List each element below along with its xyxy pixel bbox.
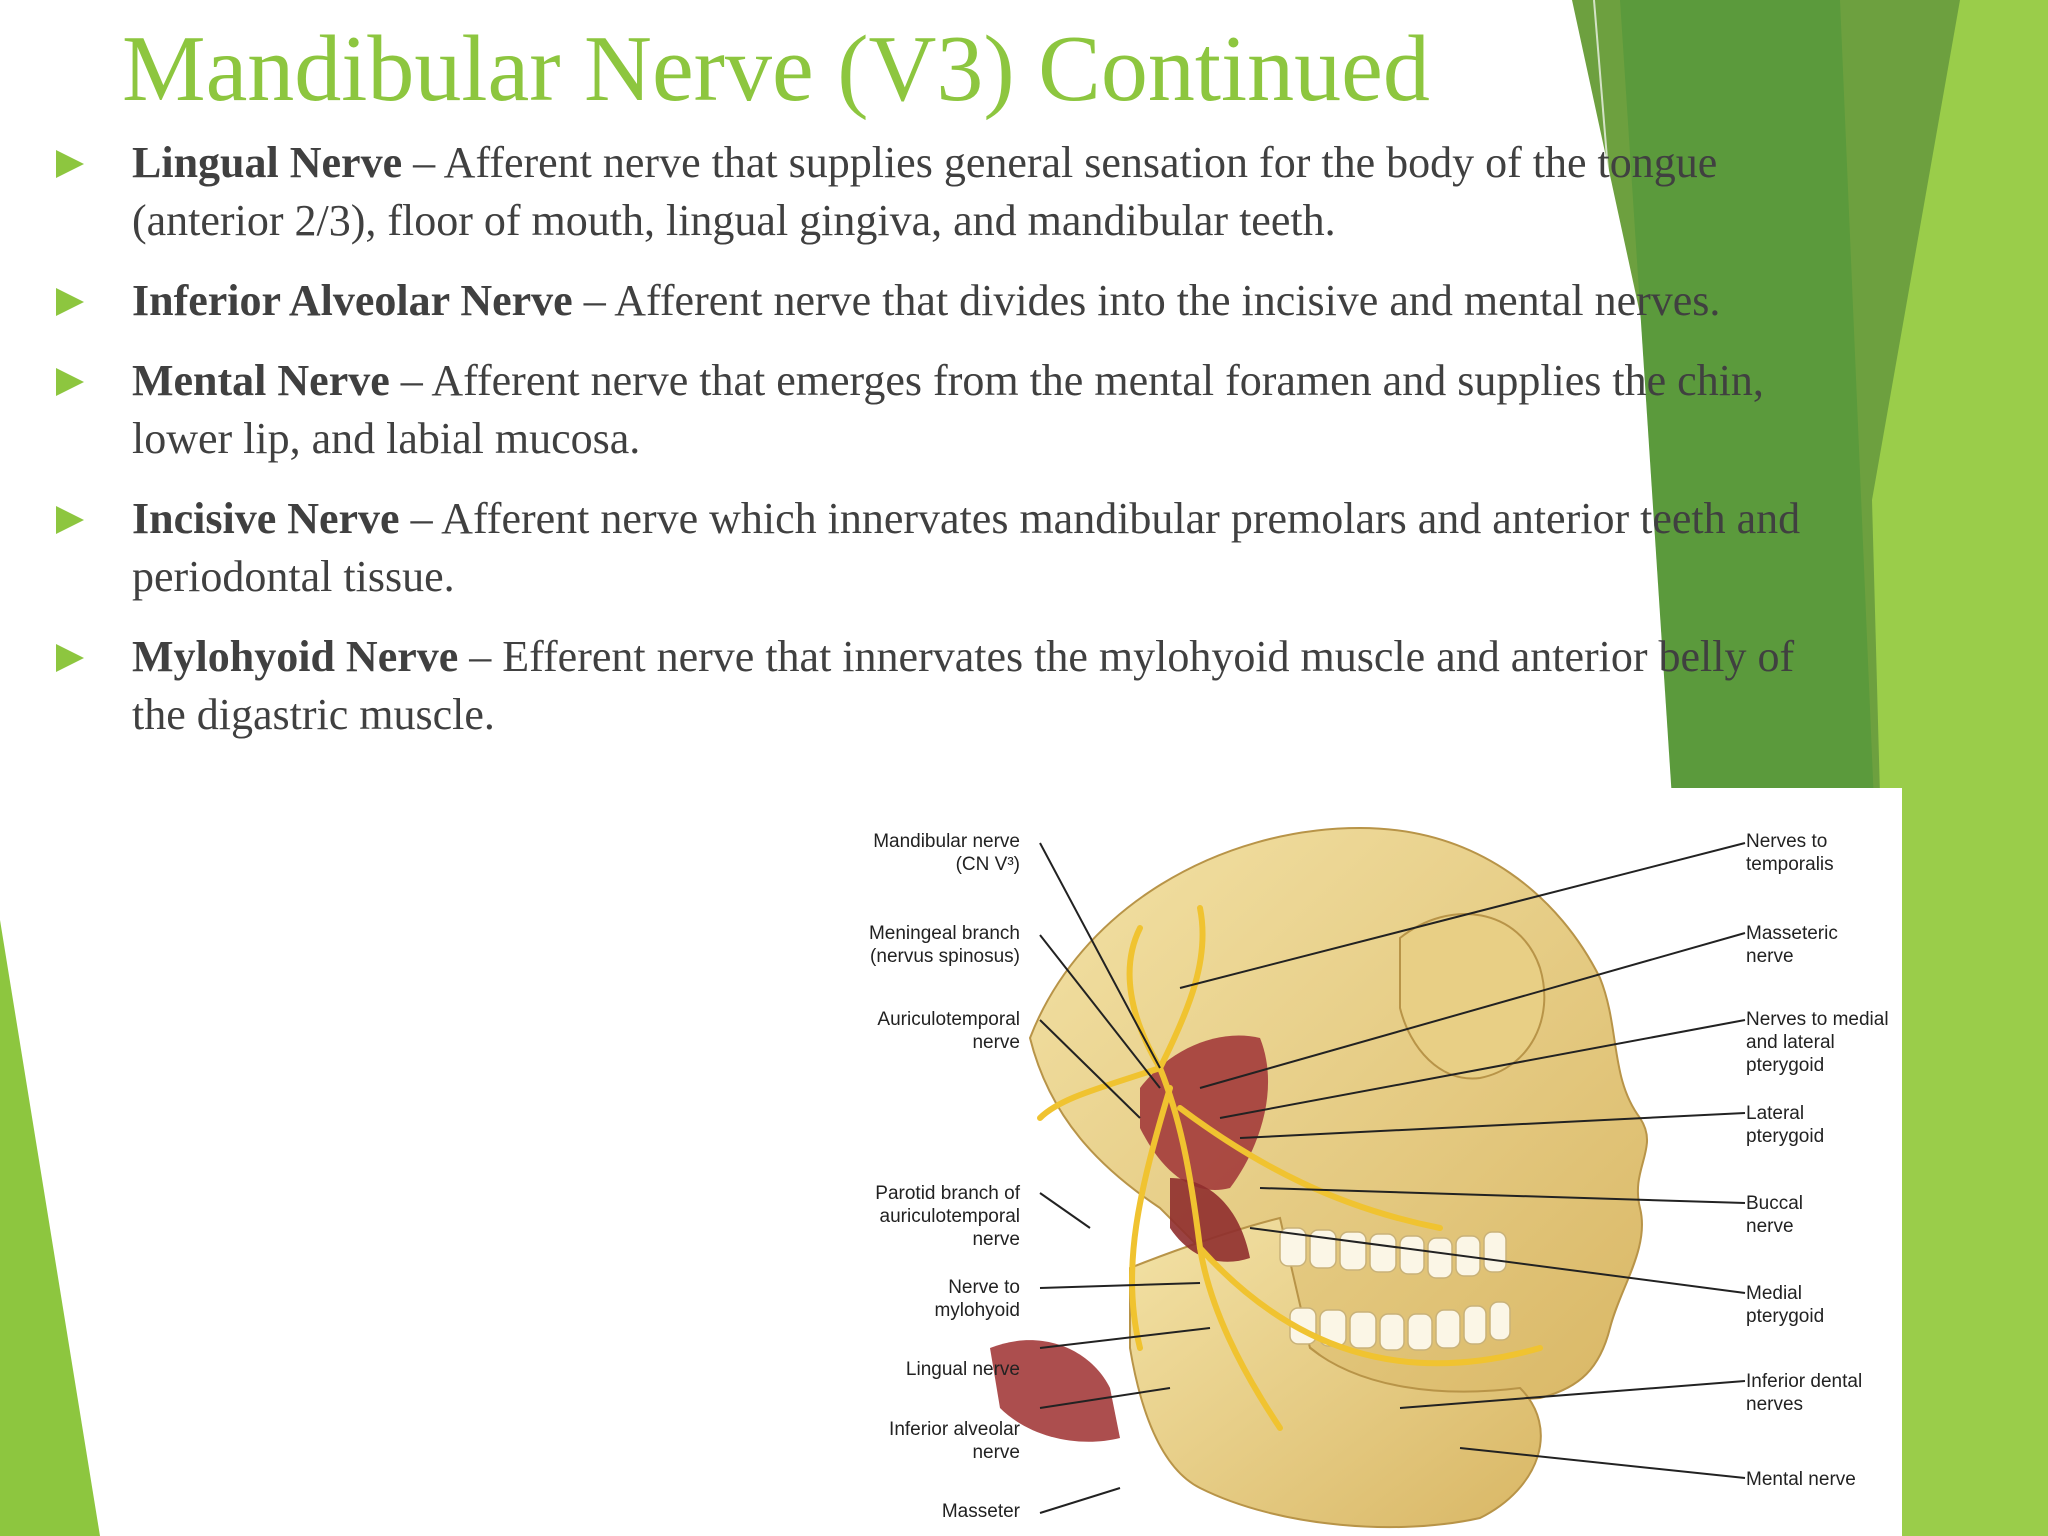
label-nerves-to-pterygoid: Nerves to medial and lateral pterygoid <box>1746 1009 1889 1076</box>
bullet-arrow-icon <box>56 150 84 178</box>
bullet-lingual-nerve <box>56 134 1856 250</box>
label-mental-nerve: Mental nerve <box>1746 1469 1856 1490</box>
label-inferior-dental-nerves: Inferior dental nerves <box>1746 1371 1863 1415</box>
bullet-text: – Afferent nerve that divides into the incisive and mental nerves. <box>572 276 1721 325</box>
bullet-text: – Afferent nerve that emerges from the mental foramen and supplies the chin, lower lip, and labial mucosa. <box>132 356 1764 463</box>
label-buccal-nerve: Buccal nerve <box>1746 1193 1804 1237</box>
label-nerve-to-mylohyoid: Nerve to mylohyoid <box>934 1277 1020 1321</box>
label-nerves-to-temporalis: Nerves to temporalis <box>1746 831 1834 875</box>
bullet-term: Lingual Nerve <box>132 138 403 187</box>
anatomy-figure <box>840 788 1902 1536</box>
label-lateral-pterygoid: Lateral pterygoid <box>1746 1103 1825 1147</box>
bullet-text: – Afferent nerve that supplies general sensation for the body of the tongue (anterior 2/3), floor of mouth, lingual gingiva, and mandibular teeth. <box>132 138 1718 245</box>
slide-title: Mandibular Nerve (V3) Continued <box>122 17 1430 121</box>
label-masseter: Masseter <box>941 1501 1020 1522</box>
label-parotid-branch: Parotid branch of auriculotemporal nerve <box>875 1183 1020 1250</box>
bullet-inferior-alveolar-nerve <box>56 272 1856 330</box>
bullet-arrow-icon <box>56 506 84 534</box>
bullet-mental-nerve <box>56 352 1856 468</box>
bullet-arrow-icon <box>56 288 84 316</box>
label-masseteric-nerve: Masseteric nerve <box>1746 923 1838 967</box>
label-medial-pterygoid: Medial pterygoid <box>1746 1283 1825 1327</box>
bullet-term: Mental Nerve <box>132 356 390 405</box>
bullet-mylohyoid-nerve <box>56 628 1856 744</box>
label-auriculotemporal-nerve: Auriculotemporal nerve <box>877 1009 1020 1053</box>
bullet-term: Mylohyoid Nerve <box>132 632 459 681</box>
label-mandibular-nerve: Mandibular nerve (CN V³) <box>873 831 1020 875</box>
label-inferior-alveolar-nerve: Inferior alveolar nerve <box>889 1419 1020 1463</box>
bullet-term: Inferior Alveolar Nerve <box>132 276 573 325</box>
bullet-text: – Afferent nerve which innervates mandibular premolars and anterior teeth and periodontal tissue. <box>132 494 1801 601</box>
bullet-term: Incisive Nerve <box>132 494 400 543</box>
bullet-text: – Efferent nerve that innervates the mylohyoid muscle and anterior belly of the digastric muscle. <box>132 632 1795 739</box>
label-meningeal-branch: Meningeal branch (nervus spinosus) <box>868 923 1020 967</box>
bullet-list <box>56 134 1856 766</box>
bullet-arrow-icon <box>56 644 84 672</box>
bullet-arrow-icon <box>56 368 84 396</box>
label-lingual-nerve: Lingual nerve <box>905 1359 1020 1380</box>
bullet-incisive-nerve <box>56 490 1856 606</box>
